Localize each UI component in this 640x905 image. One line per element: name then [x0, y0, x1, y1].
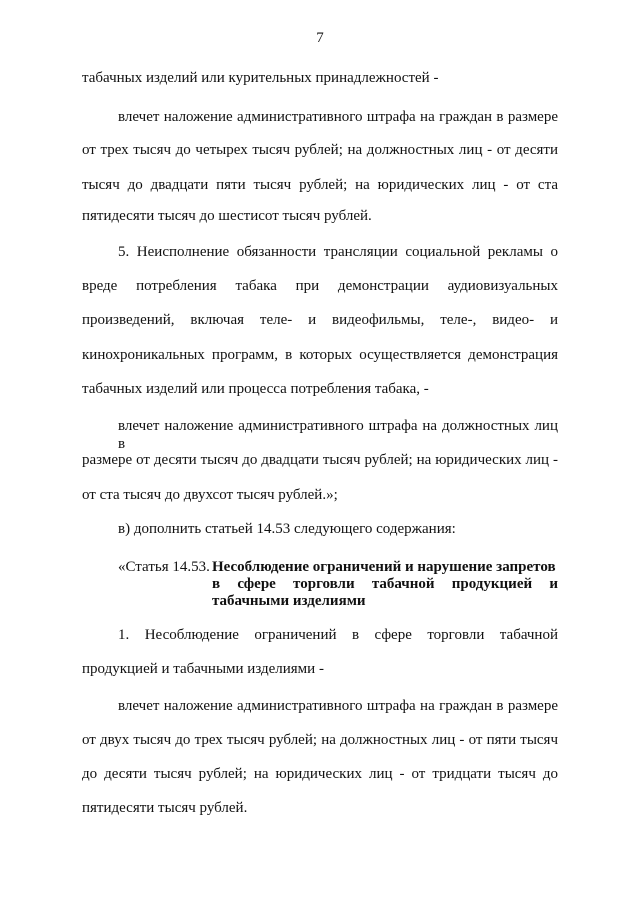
- text-line: влечет наложение административного штрафа на должностных лиц в: [118, 418, 558, 452]
- text-line: тысяч до двадцати пяти тысяч рублей; на юридических лиц - от ста: [82, 177, 558, 193]
- text-line: влечет наложение административного штрафа на граждан в размере: [118, 698, 558, 714]
- article-title-line: в сфере торговли табачной продукцией и: [212, 576, 558, 592]
- text-line: до десяти тысяч рублей; на юридических лиц - от тридцати тысяч до: [82, 766, 558, 782]
- text-line: от трех тысяч до четырех тысяч рублей; на должностных лиц - от десяти: [82, 142, 558, 158]
- text-line: пятидесяти тысяч рублей.: [82, 800, 248, 816]
- text-line: 5. Неисполнение обязанности трансляции социальной рекламы о: [118, 244, 558, 260]
- text-line: размере от десяти тысяч до двадцати тысяч рублей; на юридических лиц -: [82, 452, 558, 468]
- text-line: табачных изделий или процесса потребления табака, -: [82, 381, 429, 397]
- page-number: 7: [316, 30, 324, 46]
- text-line: от двух тысяч до трех тысяч рублей; на должностных лиц - от пяти тысяч: [82, 732, 558, 748]
- text-line: пятидесяти тысяч до шестисот тысяч рублей.: [82, 208, 372, 224]
- text-line: продукцией и табачными изделиями -: [82, 661, 324, 677]
- text-line: табачных изделий или курительных принадлежностей -: [82, 70, 439, 86]
- text-line: в) дополнить статьей 14.53 следующего содержания:: [118, 521, 456, 537]
- text-line: вреде потребления табака при демонстрации аудиовизуальных: [82, 278, 558, 294]
- text-line: кинохроникальных программ, в которых осуществляется демонстрация: [82, 347, 558, 363]
- text-line: влечет наложение административного штрафа на граждан в размере: [118, 109, 558, 125]
- article-title-line: Несоблюдение ограничений и нарушение запретов: [212, 559, 556, 575]
- text-line: от ста тысяч до двухсот тысяч рублей.»;: [82, 487, 338, 503]
- text-line: произведений, включая теле- и видеофильмы, теле-, видео- и: [82, 312, 558, 328]
- text-line: 1. Несоблюдение ограничений в сфере торговли табачной: [118, 627, 558, 643]
- article-title-line: табачными изделиями: [212, 593, 366, 609]
- article-prefix: «Статья 14.53.: [118, 559, 210, 575]
